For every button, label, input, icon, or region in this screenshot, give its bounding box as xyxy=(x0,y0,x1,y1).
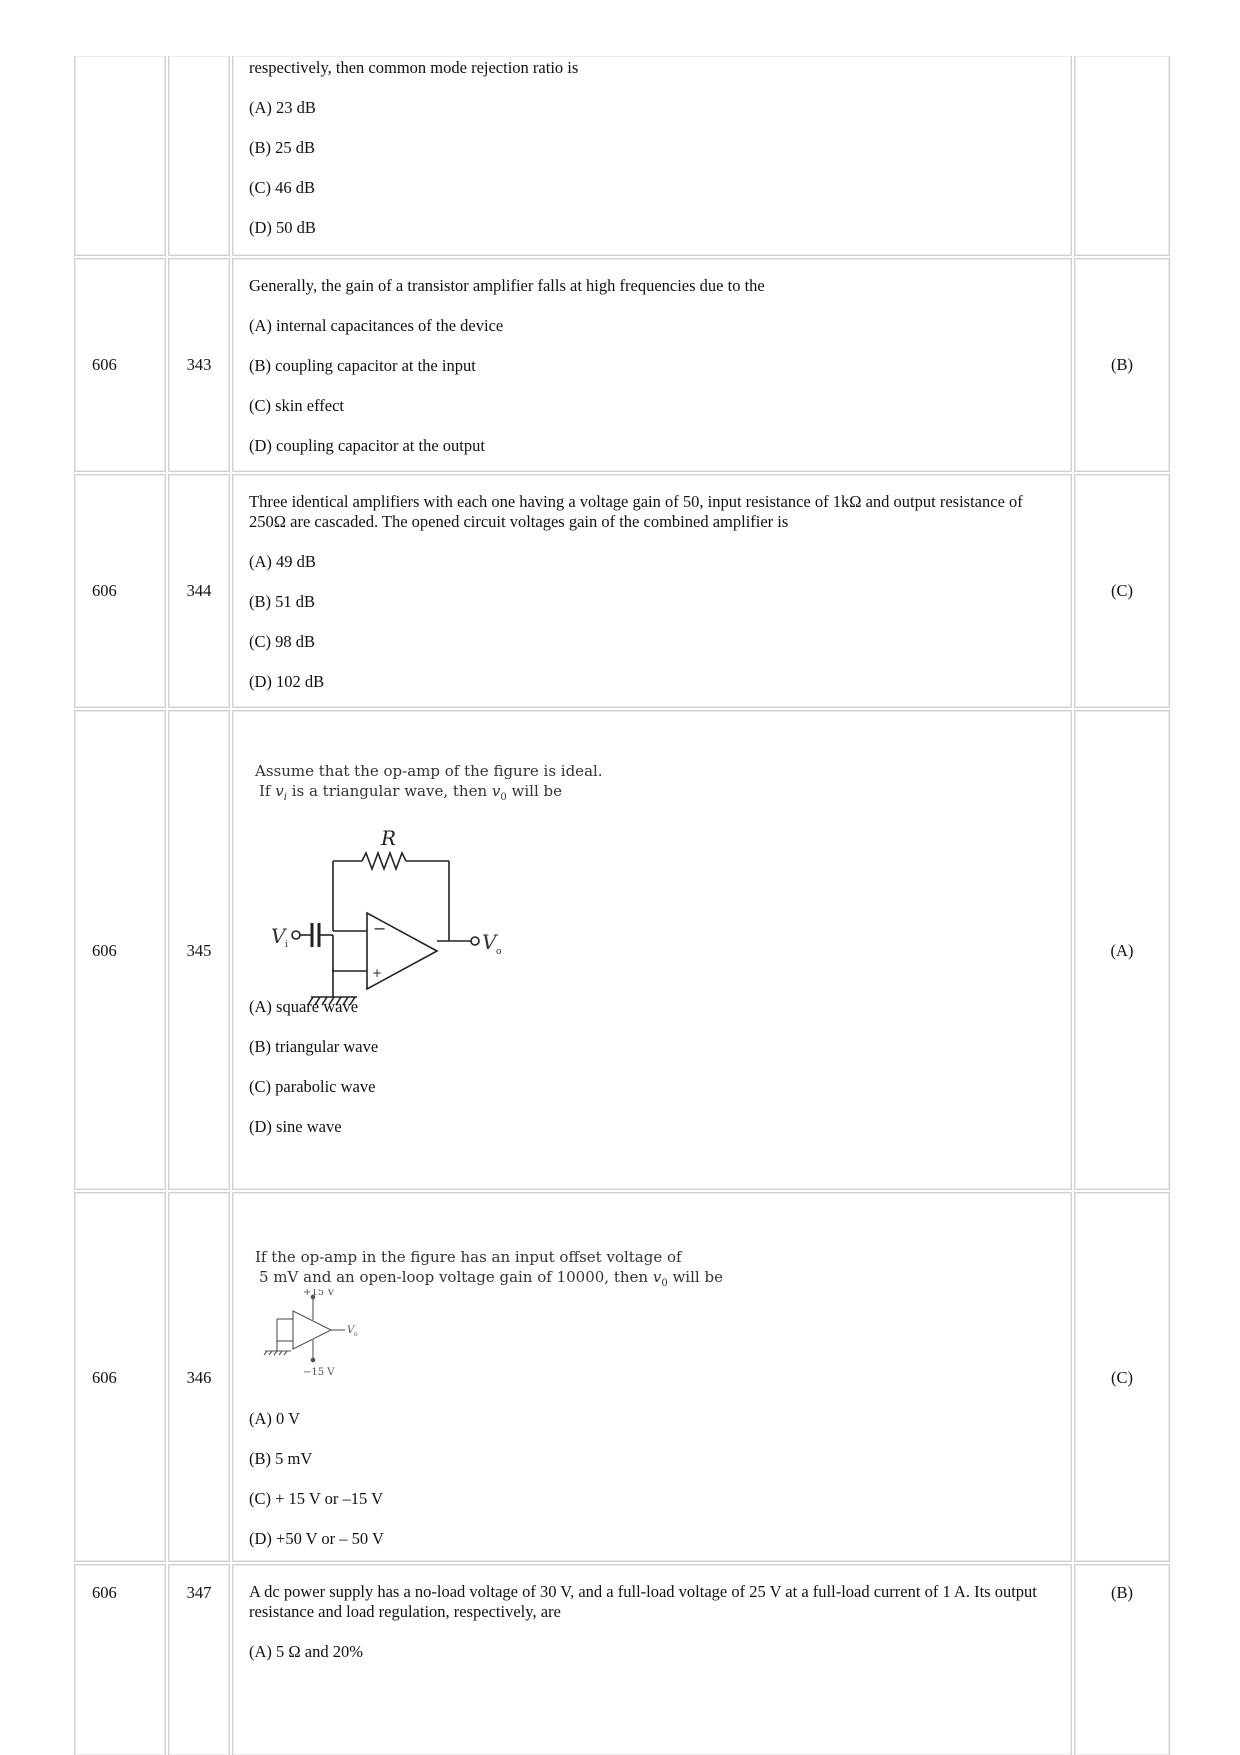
question-number: 344 xyxy=(186,581,212,600)
answer-cell xyxy=(1074,710,1170,1190)
answer-cell xyxy=(1074,474,1170,708)
option-c: (C) + 15 V or –15 V xyxy=(249,1489,383,1508)
question-stem: Three identical amplifiers with each one having a voltage gain of 50, input resistance of 1kΩ and output resistance of 250Ω are cascaded. The opened circuit voltages gain of the combined amplifier is xyxy=(249,492,1023,531)
option-c: (C) parabolic wave xyxy=(249,1077,376,1096)
question-stem: A dc power supply has a no-load voltage of 30 V, and a full-load voltage of 25 V at a full-load current of 1 A. Its output resistance and load regulation, respectively, are xyxy=(249,1582,1037,1621)
option-a: (A) 49 dB xyxy=(249,552,316,571)
option-c: (C) skin effect xyxy=(249,396,344,415)
option-d: (D) sine wave xyxy=(249,1117,342,1136)
answer: (C) xyxy=(1111,581,1133,600)
question-number-cell xyxy=(168,1564,230,1755)
answer: (B) xyxy=(1111,355,1133,374)
option-d: (D) coupling capacitor at the output xyxy=(249,436,485,455)
question-number: 346 xyxy=(186,1368,212,1387)
output-voltage-label: V xyxy=(347,1325,355,1336)
question-text-cell xyxy=(232,710,1072,1190)
answer: (A) xyxy=(1110,941,1134,960)
figure-caption-line-1: If the op-amp in the figure has an input offset voltage of xyxy=(255,1248,682,1266)
option-d: (D) +50 V or – 50 V xyxy=(249,1529,384,1548)
option-a: (A) 0 V xyxy=(249,1409,301,1428)
non-inverting-input-sign: + xyxy=(372,966,383,980)
question-stem: respectively, then common mode rejection ratio is xyxy=(249,58,579,77)
negative-supply-label: −15 V xyxy=(303,1367,335,1378)
offset-op-amp-circuit-diagram xyxy=(251,1289,401,1379)
output-voltage-subscript: o xyxy=(354,1331,358,1338)
question-row-347 xyxy=(74,1564,1170,1755)
question-text-cell xyxy=(232,1564,1072,1755)
subject-code: 606 xyxy=(92,1368,117,1387)
inverting-input-sign: − xyxy=(373,919,387,938)
option-b: (B) coupling capacitor at the input xyxy=(249,356,476,375)
input-voltage-label: V xyxy=(271,924,286,948)
question-row-346 xyxy=(74,1192,1170,1562)
subject-code: 606 xyxy=(92,1583,117,1602)
option-a: (A) internal capacitances of the device xyxy=(249,316,504,335)
question-text-cell xyxy=(232,56,1072,256)
inverting-op-amp-circuit-diagram xyxy=(253,821,533,1021)
question-text-cell xyxy=(232,258,1072,472)
question-text-cell xyxy=(232,1192,1072,1562)
figure-caption-line-2: If $v_i$ is a triangular wave, then $v_0$ will be xyxy=(259,782,562,803)
question-row-342-continued xyxy=(74,56,1170,256)
question-number: 343 xyxy=(186,355,212,374)
answer-cell xyxy=(1074,1564,1170,1755)
option-a: (A) 23 dB xyxy=(249,98,316,117)
question-row-345 xyxy=(74,710,1170,1190)
question-number-cell xyxy=(168,1192,230,1562)
question-number-cell xyxy=(168,474,230,708)
question-row-344 xyxy=(74,474,1170,708)
question-number: 345 xyxy=(186,941,212,960)
answer: (B) xyxy=(1111,1583,1133,1602)
option-c: (C) 98 dB xyxy=(249,632,315,651)
question-number-cell xyxy=(168,56,230,256)
question-stem: Generally, the gain of a transistor amplifier falls at high frequencies due to the xyxy=(249,276,765,295)
output-voltage-subscript: o xyxy=(496,947,502,957)
subject-code-cell xyxy=(74,258,166,472)
option-c: (C) 46 dB xyxy=(249,178,315,197)
subject-code: 606 xyxy=(92,581,117,600)
option-d: (D) 50 dB xyxy=(249,218,316,237)
subject-code: 606 xyxy=(92,355,117,374)
option-b: (B) 25 dB xyxy=(249,138,315,157)
option-b: (B) 51 dB xyxy=(249,592,315,611)
option-b: (B) triangular wave xyxy=(249,1037,379,1056)
answer-cell xyxy=(1074,1192,1170,1562)
figure-caption-line-2: 5 mV and an open-loop voltage gain of 10000, then $v_0$ will be xyxy=(259,1268,723,1289)
question-row-343 xyxy=(74,258,1170,472)
question-number-cell xyxy=(168,710,230,1190)
option-b: (B) 5 mV xyxy=(249,1449,313,1468)
option-a: (A) square wave xyxy=(249,997,359,1016)
subject-code-cell xyxy=(74,56,166,256)
input-voltage-subscript: i xyxy=(285,940,288,950)
answer-cell xyxy=(1074,258,1170,472)
figure-caption-line-1: Assume that the op-amp of the figure is ideal. xyxy=(255,762,603,780)
option-d: (D) 102 dB xyxy=(249,672,325,691)
subject-code-cell xyxy=(74,710,166,1190)
question-number-cell xyxy=(168,258,230,472)
positive-supply-label: +15 V xyxy=(303,1289,335,1298)
subject-code-cell xyxy=(74,1192,166,1562)
subject-code-cell xyxy=(74,1564,166,1755)
answer-cell xyxy=(1074,56,1170,256)
question-number: 347 xyxy=(186,1583,212,1602)
subject-code-cell xyxy=(74,474,166,708)
question-text-cell xyxy=(232,474,1072,708)
output-voltage-label: V xyxy=(482,930,497,954)
option-a: (A) 5 Ω and 20% xyxy=(249,1642,363,1661)
resistor-label: R xyxy=(381,826,397,850)
answer: (C) xyxy=(1111,1368,1133,1387)
subject-code: 606 xyxy=(92,941,117,960)
